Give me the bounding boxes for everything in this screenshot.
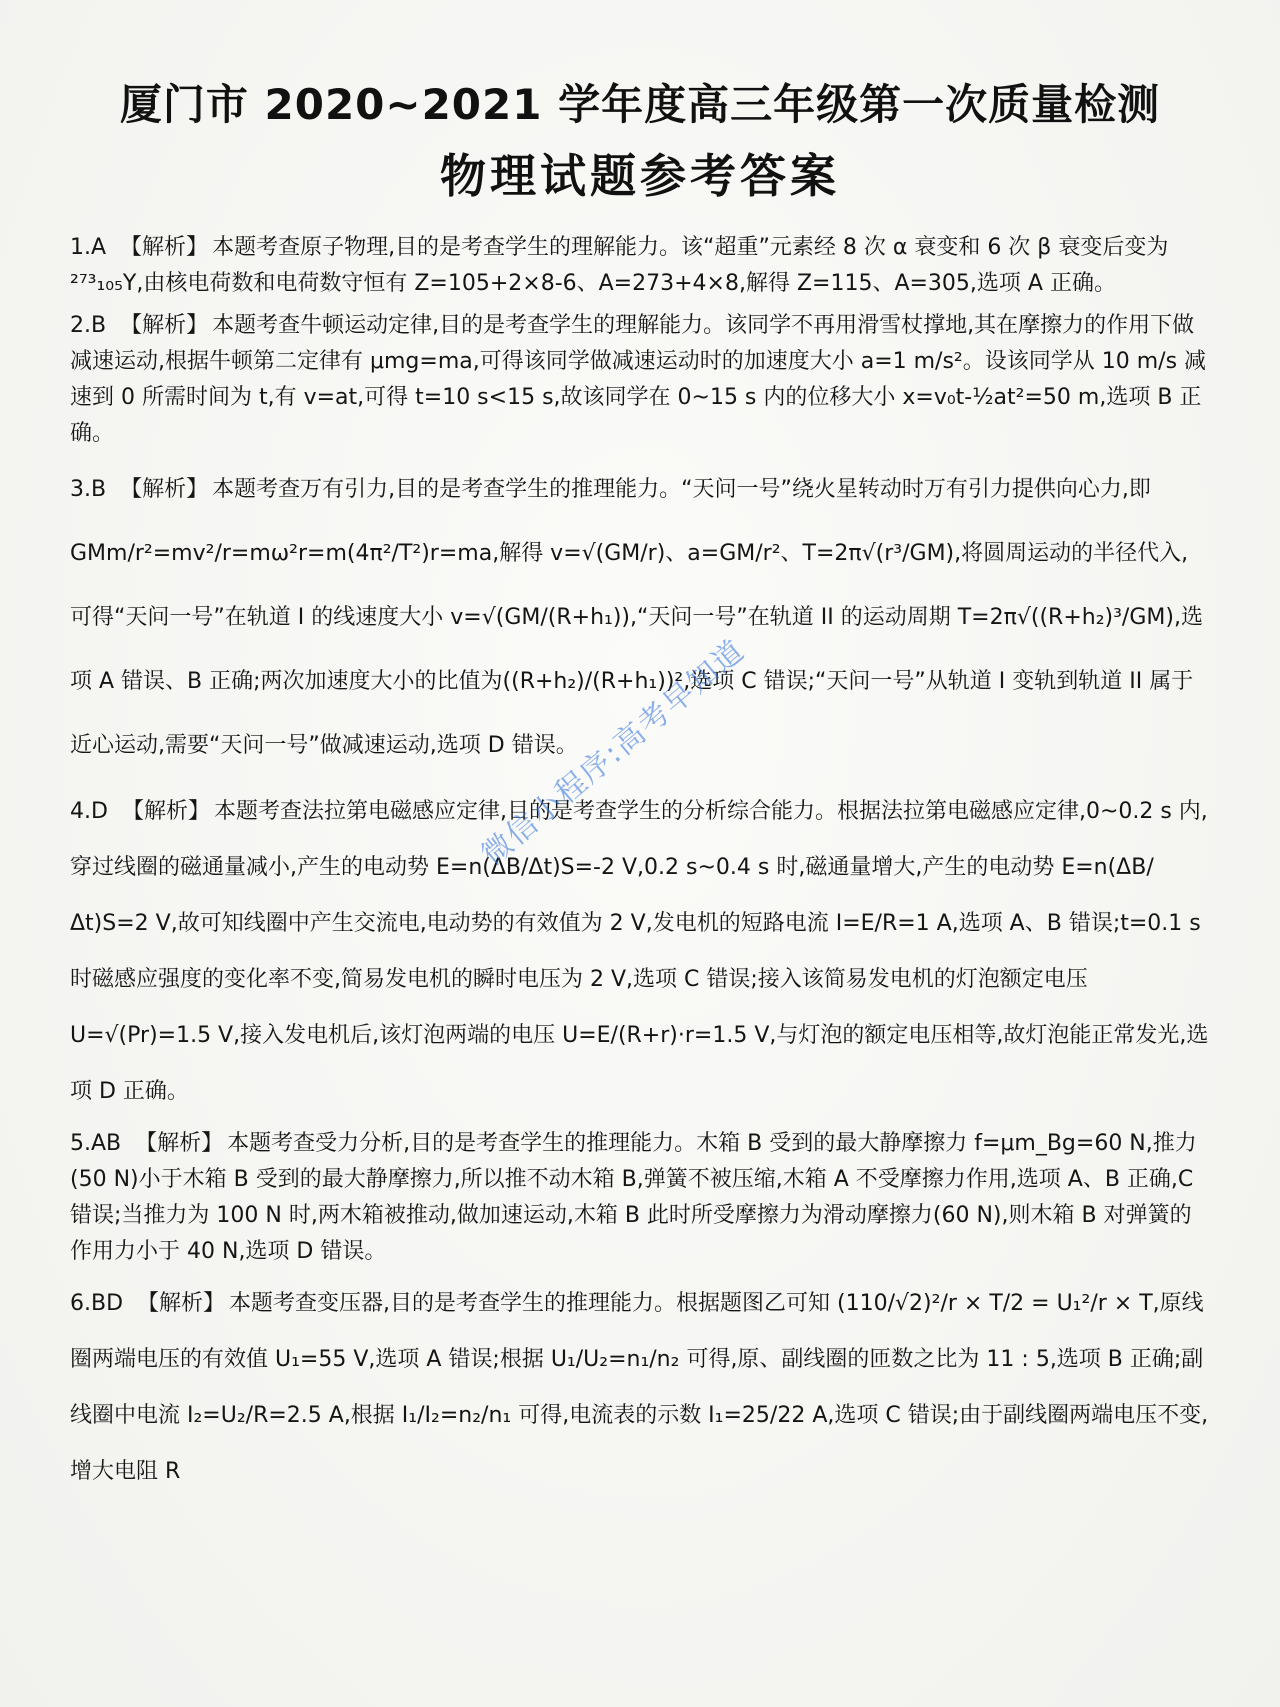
- answer-item-1: [70, 230, 1210, 302]
- analysis-tag: 【解析】: [120, 477, 209, 502]
- answer-number: 3.B: [70, 477, 107, 502]
- answer-text: 本题考查原子物理,目的是考查学生的理解能力。该“超重”元素经 8 次 α 衰变和 6 次 β 衰变后变为 ²⁷³₁₀₅Y,由核电荷数和电荷数守恒有 Z=105+2×8-6、A=273+4×8,解得 Z=115、A=305,选项 A 正确。: [70, 235, 1169, 296]
- answer-number: 4.D: [70, 799, 108, 824]
- answer-text: 本题考查受力分析,目的是考查学生的推理能力。木箱 B 受到的最大静摩擦力 f=μm_Bg=60 N,推力(50 N)小于木箱 B 受到的最大静摩擦力,所以推不动木箱 B,弹簧不被压缩,木箱 A 不受摩擦力作用,选项 A、B 正确,C 错误;当推力为 100 N 时,两木箱被推动,做加速运动,木箱 B 此时所受摩擦力为滑动摩擦力(60 N),则木箱 B 对弹簧的作用力小于 40 N,选项 D 错误。: [70, 1131, 1197, 1264]
- page-title: 厦门市 2020~2021 学年度高三年级第一次质量检测: [119, 80, 1161, 129]
- answer-list: [70, 230, 1210, 1506]
- answer-number: 1.A: [70, 235, 107, 260]
- answer-item-6: [70, 1276, 1210, 1500]
- analysis-tag: 【解析】: [120, 235, 209, 260]
- answer-item-4: [70, 784, 1210, 1120]
- answer-number: 2.B: [70, 313, 107, 338]
- analysis-tag: 【解析】: [120, 313, 209, 338]
- answer-item-2: [70, 308, 1210, 452]
- answer-text: 本题考查万有引力,目的是考查学生的推理能力。“天问一号”绕火星转动时万有引力提供向心力,即 GMm/r²=mv²/r=mω²r=m(4π²/T²)r=ma,解得 v=√(GM/r)、a=GM/r²、T=2π√(r³/GM),将圆周运动的半径代入,可得“天问一号”在轨道 I 的线速度大小 v=√(GM/(R+h₁)),“天问一号”在轨道 II 的运动周期 T=2π√((R+h₂)³/GM),选项 A 错误、B 正确;两次加速度大小的比值为((R+h₂)/(R+h₁))²,选项 C 错误;“天问一号”从轨道 I 变轨到轨道 II 属于近心运动,需要“天问一号”做减速运动,选项 D 错误。: [70, 477, 1203, 758]
- answer-item-5: [70, 1126, 1210, 1270]
- analysis-tag: 【解析】: [137, 1291, 226, 1316]
- answer-number: 6.BD: [70, 1291, 124, 1316]
- analysis-tag: 【解析】: [135, 1131, 224, 1156]
- answer-number: 5.AB: [70, 1131, 122, 1156]
- page-subtitle: 物理试题参考答案: [440, 149, 840, 203]
- answer-text: 本题考查变压器,目的是考查学生的推理能力。根据题图乙可知 (110/√2)²/r × T/2 = U₁²/r × T,原线圈两端电压的有效值 U₁=55 V,选项 A 错误;根据 U₁/U₂=n₁/n₂ 可得,原、副线圈的匝数之比为 11 : 5,选项 B 正确;副线圈中电流 I₂=U₂/R=2.5 A,根据 I₁/I₂=n₂/n₁ 可得,电流表的示数 I₁=25/22 A,选项 C 错误;由于副线圈两端电压不变,增大电阻 R: [70, 1291, 1209, 1484]
- answer-text: 本题考查法拉第电磁感应定律,目的是考查学生的分析综合能力。根据法拉第电磁感应定律,0~0.2 s 内,穿过线圈的磁通量减小,产生的电动势 E=n(ΔB/Δt)S=-2 V,0.2 s~0.4 s 时,磁通量增大,产生的电动势 E=n(ΔB/Δt)S=2 V,故可知线圈中产生交流电,电动势的有效值为 2 V,发电机的短路电流 I=E/R=1 A,选项 A、B 错误;t=0.1 s 时磁感应强度的变化率不变,简易发电机的瞬时电压为 2 V,选项 C 错误;接入该简易发电机的灯泡额定电压 U=√(Pr)=1.5 V,接入发电机后,该灯泡两端的电压 U=E/(R+r)·r=1.5 V,与灯泡的额定电压相等,故灯泡能正常发光,选项 D 正确。: [70, 799, 1209, 1104]
- analysis-tag: 【解析】: [121, 799, 210, 824]
- answer-text: 本题考查牛顿运动定律,目的是考查学生的理解能力。该同学不再用滑雪杖撑地,其在摩擦力的作用下做减速运动,根据牛顿第二定律有 μmg=ma,可得该同学做减速运动时的加速度大小 a=1 m/s²。设该同学从 10 m/s 减速到 0 所需时间为 t,有 v=at,可得 t=10 s<15 s,故该同学在 0~15 s 内的位移大小 x=v₀t-½at²=50 m,选项 B 正确。: [70, 313, 1207, 446]
- watermark-text: 微信小程序:高考早知道: [475, 632, 753, 873]
